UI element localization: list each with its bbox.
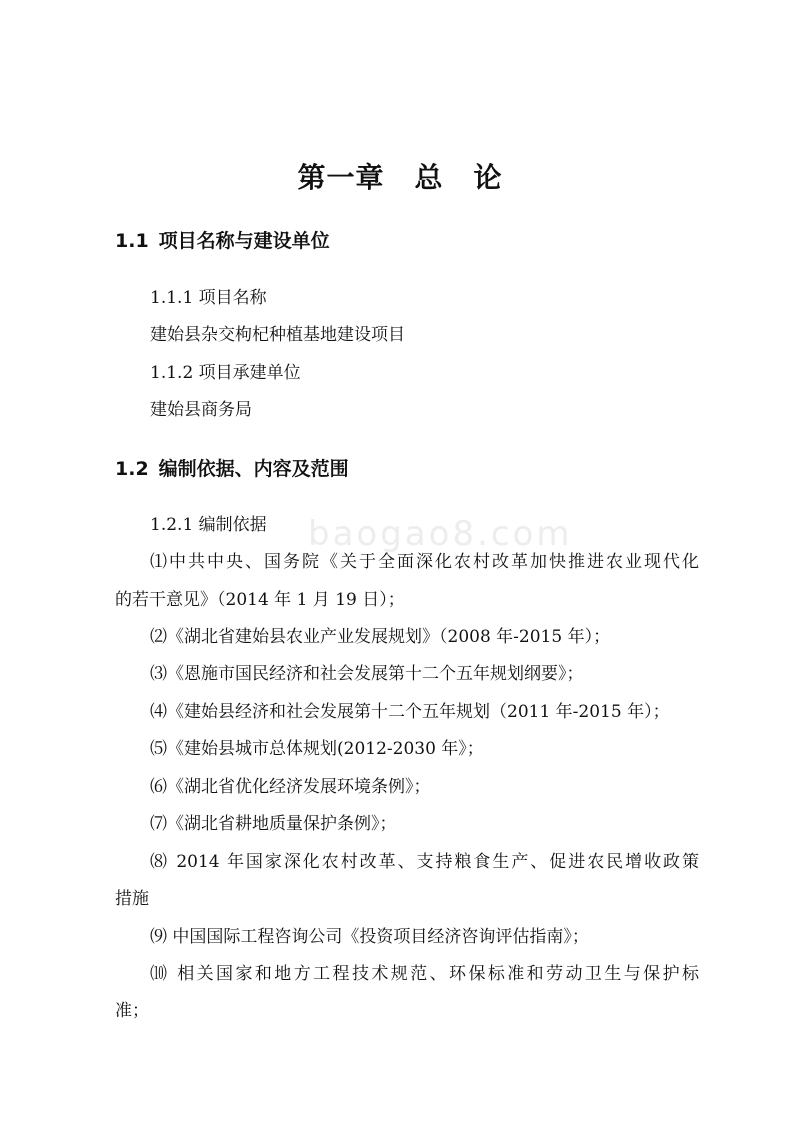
- subheading-1-1-2: 1.1.2 项目承建单位: [150, 363, 301, 383]
- chapter-title-part2: 总: [414, 161, 444, 194]
- basis-item-7: ⑺《湖北省耕地质量保护条例》；: [150, 814, 397, 834]
- basis-item-5: ⑸《建始县城市总体规划(2012-2030 年》；: [150, 739, 484, 759]
- basis-item-1-line1: ⑴中共中央、国务院《关于全面深化农村改革加快推进农业现代化: [150, 552, 699, 572]
- basis-item-3: ⑶《恩施市国民经济和社会发展第十二个五年规划纲要》；: [150, 664, 584, 684]
- section-number: 1.1: [115, 230, 149, 252]
- chapter-title-part1: 第一章: [297, 161, 385, 194]
- project-unit: 建始县商务局: [150, 400, 252, 420]
- subheading-1-2-1: 1.2.1 编制依据: [150, 515, 267, 535]
- section-number: 1.2: [115, 458, 149, 480]
- section-heading-1-2: [115, 454, 349, 481]
- basis-item-10-line1: ⑽ 相关国家和地方工程技术规范、环保标准和劳动卫生与保护标: [150, 964, 699, 984]
- section-title: 编制依据、内容及范围: [158, 458, 349, 480]
- section-heading-1-1: [115, 226, 330, 253]
- chapter-title: [0, 156, 800, 196]
- basis-item-9: ⑼ 中国国际工程咨询公司《投资项目经济咨询评估指南》；: [150, 927, 589, 947]
- project-name: 建始县杂交枸杞种植基地建设项目: [150, 325, 405, 345]
- basis-item-8-line1: ⑻ 2014 年国家深化农村改革、支持粮食生产、促进农民增收政策: [150, 852, 699, 872]
- basis-item-10-line2: 准；: [115, 1001, 149, 1021]
- basis-item-8-line2: 措施: [115, 889, 149, 909]
- section-title: 项目名称与建设单位: [158, 230, 330, 252]
- basis-item-1-line2: 的若干意见》（2014 年 1 月 19 日）；: [115, 590, 405, 610]
- subheading-1-1-1: 1.1.1 项目名称: [150, 288, 267, 308]
- basis-item-4: ⑷《建始县经济和社会发展第十二个五年规划（2011 年-2015 年）；: [150, 702, 670, 722]
- basis-item-2: ⑵《湖北省建始县农业产业发展规划》（2008 年-2015 年）；: [150, 627, 611, 647]
- basis-item-6: ⑹《湖北省优化经济发展环境条例》；: [150, 777, 431, 797]
- watermark: baogao8.com: [308, 514, 573, 554]
- chapter-title-part3: 论: [473, 161, 503, 194]
